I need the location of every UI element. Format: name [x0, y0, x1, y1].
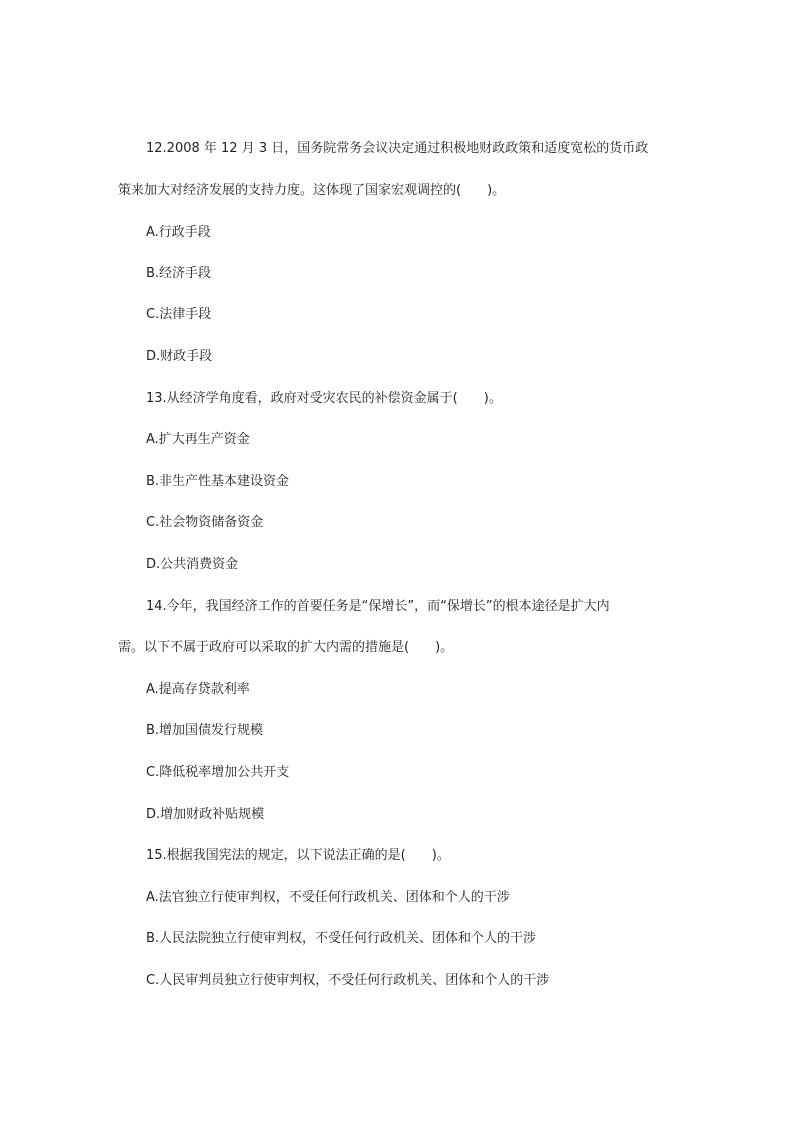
question-15-option-b: B.人民法院独立行使审判权，不受任何行政机关、团体和个人的干涉 [146, 931, 537, 946]
question-14-stem-line-1: 14.今年，我国经济工作的首要任务是“保增长”，而“保增长”的根本途径是扩大内 [146, 599, 610, 614]
question-13-option-d: D.公共消费资金 [146, 557, 239, 572]
question-14-option-c: C.降低税率增加公共开支 [146, 765, 290, 780]
question-14-option-d: D.增加财政补贴规模 [146, 807, 265, 822]
question-13-option-b: B.非生产性基本建设资金 [146, 474, 290, 489]
question-12-option-d: D.财政手段 [146, 349, 213, 364]
question-14-option-a: A.提高存贷款利率 [146, 682, 250, 697]
question-12-option-a: A.行政手段 [146, 225, 211, 240]
question-13-option-a: A.扩大再生产资金 [146, 432, 250, 447]
question-13-option-c: C.社会物资储备资金 [146, 515, 264, 530]
question-12-stem-line-1: 12.2008 年 12 月 3 日，国务院常务会议决定通过积极地财政政策和适度宽松的货币政 [146, 141, 649, 156]
question-13-stem-line-1: 13.从经济学角度看，政府对受灾农民的补偿资金属于( )。 [146, 391, 502, 406]
question-14-stem-line-2: 需。以下不属于政府可以采取的扩大内需的措施是( )。 [118, 640, 454, 655]
question-15-stem-line-1: 15.根据我国宪法的规定，以下说法正确的是( )。 [146, 848, 450, 863]
question-14-option-b: B.增加国债发行规模 [146, 723, 264, 738]
question-12-option-c: C.法律手段 [146, 307, 212, 322]
question-12-option-b: B.经济手段 [146, 266, 212, 281]
question-15-option-c: C.人民审判员独立行使审判权，不受任何行政机关、团体和个人的干涉 [146, 973, 550, 988]
question-15-option-a: A.法官独立行使审判权，不受任何行政机关、团体和个人的干涉 [146, 890, 510, 905]
question-12-stem-line-2: 策来加大对经济发展的支持力度。这体现了国家宏观调控的( )。 [118, 183, 506, 198]
